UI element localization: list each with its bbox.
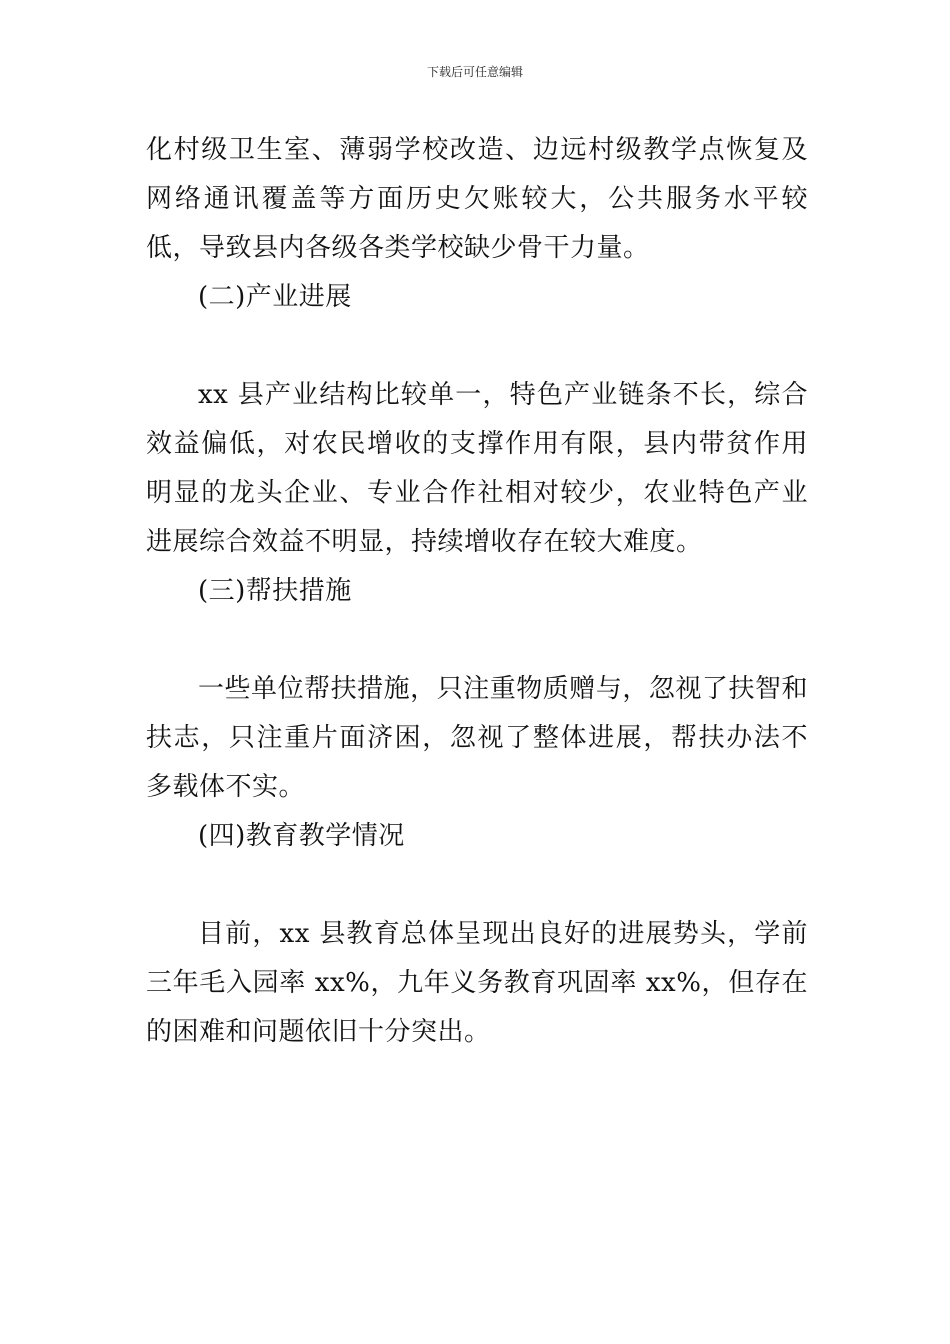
section-heading-assistance: (三)帮扶措施 bbox=[198, 576, 352, 606]
paragraph-assistance: 一些单位帮扶措施，只注重物质赠与，忽视了扶智和扶志，只注重片面济困，忽视了整体进展，帮扶办法不多载体不实。 bbox=[146, 674, 808, 802]
paragraph-public-services: 化村级卫生室、薄弱学校改造、边远村级教学点恢复及网络通讯覆盖等方面历史欠账较大，公共服务水平较低，导致县内各级各类学校缺少骨干力量。 bbox=[146, 135, 808, 263]
paragraph-industry: xx 县产业结构比较单一，特色产业链条不长，综合效益偏低，对农民增收的支撑作用有限，县内带贫作用明显的龙头企业、专业合作社相对较少，农业特色产业进展综合效益不明显，持续增收存在较大难度。 bbox=[146, 380, 808, 557]
section-heading-education: (四)教育教学情况 bbox=[198, 821, 405, 851]
paragraph-education: 目前，xx 县教育总体呈现出良好的进展势头，学前三年毛入园率 xx%，九年义务教育巩固率 xx%，但存在的困难和问题依旧十分突出。 bbox=[146, 919, 808, 1047]
section-heading-industry: (二)产业进展 bbox=[198, 282, 352, 312]
page-header: 下载后可任意编辑 bbox=[426, 65, 523, 79]
document-body bbox=[146, 126, 808, 1057]
